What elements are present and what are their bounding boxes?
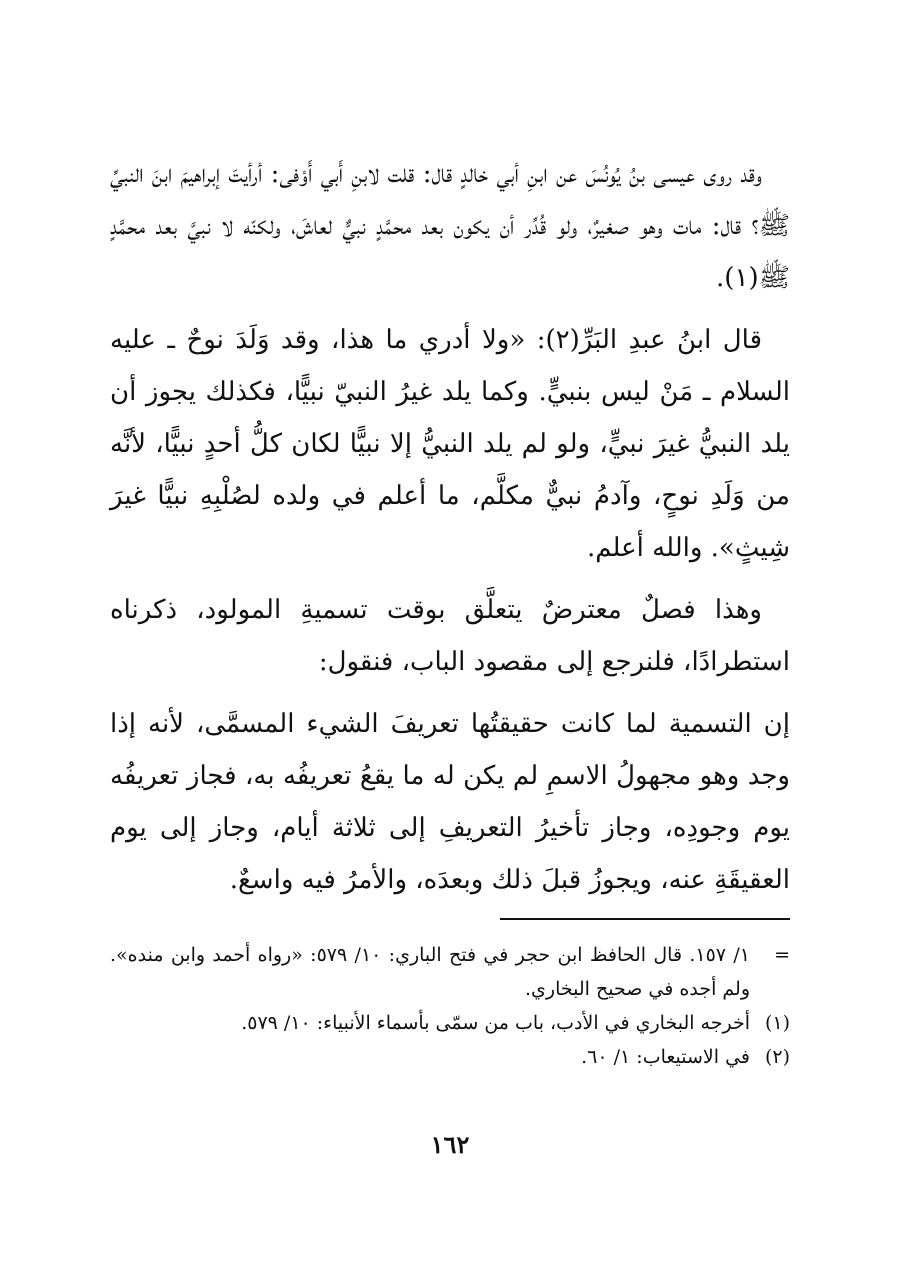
paragraph-digression-note: وهذا فصلٌ معترضٌ يتعلَّق بوقت تسميةِ المولود، ذكرناه استطرادًا، فلنرجع إلى مقصود الباب، فنقول: xyxy=(110,595,790,677)
paragraph-ibn-abd-al-barr-quote: قال ابنُ عبدِ البَرِّ(٢): «ولا أدري ما هذا، وقد وَلَدَ نوحٌ ـ عليه السلام ـ مَنْ ليس بنبيٍّ. وكما يلد غيرُ النبيّ نبيًّا، فكذلك يجوز أن يلد النبيُّ غيرَ نبيٍّ، ولو لم يلد النبيُّ إلا نبيًّا لكان كلُّ أحدٍ نبيًّا، لأنَّه من وَلَدِ نوحٍ، وآدمُ نبيٌّ مكلَّم، ما أعلم في ولده لصُلْبِهِ نبيًّا غيرَ شِيثٍ». والله أعلم. xyxy=(110,325,790,563)
footnote-text: أخرجه البخاري في الأدب، باب من سمّى بأسماء الأنبياء: ١٠/ ٥٧٩. xyxy=(241,1012,750,1034)
page-number: ١٦٢ xyxy=(430,1130,470,1159)
footnote-text: ١/ ١٥٧. قال الحافظ ابن حجر في فتح الباري: ١٠/ ٥٧٩: «رواه أحمد وابن منده». ولم أجده في صحيح البخاري. xyxy=(110,944,750,1000)
footnote-2 xyxy=(110,1040,790,1074)
footnote-mark: (٢) xyxy=(764,1046,790,1068)
main-text xyxy=(110,148,790,906)
footnote-separator xyxy=(500,918,790,920)
paragraph-hadith: وقد روى عيسى بنُ يُونُسَ عن ابنِ أبي خالدٍ قال: قلت لابنِ أَبي أَوْفى: أرأيتَ إبراهيمَ ابنَ النبيِّ ﷺ؟ قال: مات وهو صغيرٌ، ولو قُدِّر أن يكون بعد محمَّدٍ نبيٌّ لعاشَ، ولكنّه لا نبيَّ بعد محمَّدٍ ﷺ(١). xyxy=(110,159,790,293)
paragraph-naming-ruling: إن التسمية لما كانت حقيقتُها تعريفَ الشيء المسمَّى، لأنه إذا وجد وهو مجهولُ الاسمِ لم يكن له ما يقعُ تعريفُه به، فجاز تعريفُه يوم وجودِه، وجاز تأخيرُ التعريفِ إلى ثلاثة أيام، وجاز إلى يوم العقيقَةِ عنه، ويجوزُ قبلَ ذلك وبعدَه، والأمرُ فيه واسعٌ. xyxy=(110,709,790,895)
footnote-continued xyxy=(110,938,790,1006)
footnotes xyxy=(110,938,790,1074)
footnote-mark: (١) xyxy=(764,1012,790,1034)
footnote-text: في الاستيعاب: ١/ ٦٠. xyxy=(581,1046,750,1068)
footnote-1 xyxy=(110,1006,790,1040)
footnote-mark: = xyxy=(774,944,790,966)
